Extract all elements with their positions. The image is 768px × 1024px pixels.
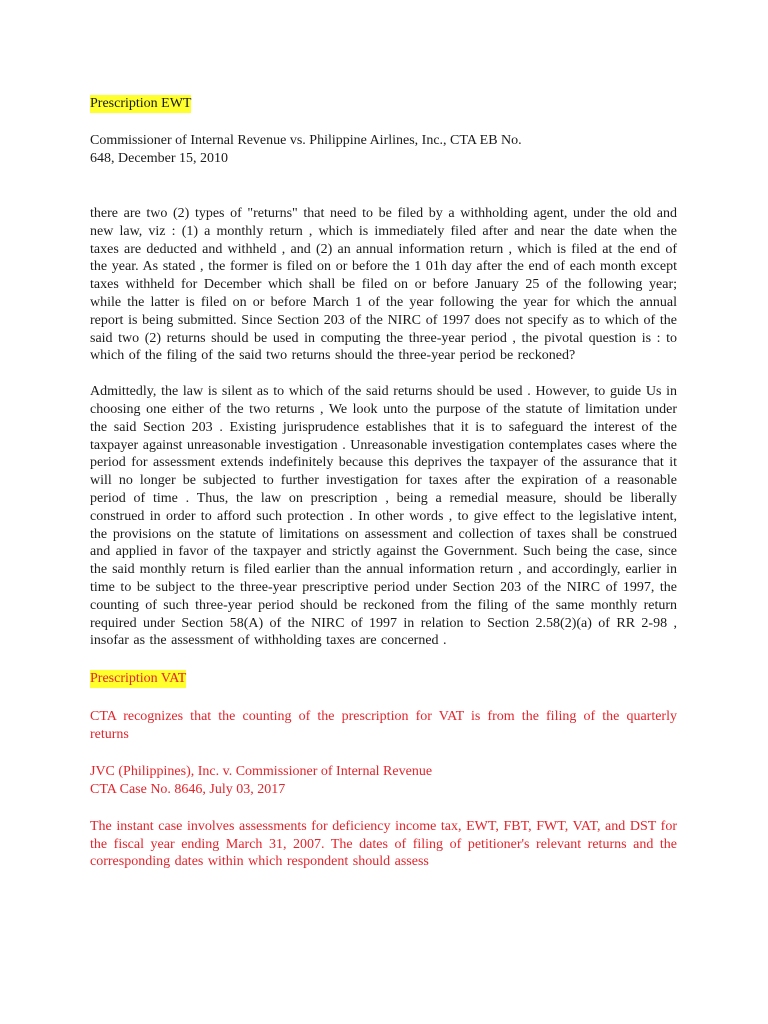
document-page [90,90,677,871]
vat-citation-line2: CTA Case No. 8646, July 03, 2017 [90,781,286,797]
vat-paragraph-instant-case: The instant case involves assessments for deficiency income tax, EWT, FBT, FWT, VAT, and DST for the fiscal year ending March 31, 2007. The dates of filing of petitioner's relevant returns and the corresponding dates within which respondent should assess [90,818,677,870]
vat-note: CTA recognizes that the counting of the prescription for VAT is from the filing of the quarterly returns [90,709,677,742]
ewt-section [90,94,677,113]
case-citation-ewt [90,132,677,168]
ewt-paragraph-returns: there are two (2) types of "returns" that need to be filed by a withholding agent, under the old and new law, viz : (1) a monthly return , which is immediately filed after and near the date when the taxes are deducted and withheld , and (2) an annual information return , which is filed at the end of the year. As stated , the former is filed on or before the 1 01h day after the end of each month except taxes withheld for December which shall be filed on or before January 25 of the following year; while the latter is filed on or before March 1 of the year following the year for which the annual report is being submitted. Since Section 203 of the NIRC of 1997 does not specify as to which of the said two (2) returns should be used in computing the three-year period , the pivotal question is : to which of the filing of the said two returns should the three-year period be reckoned? [90,206,677,364]
heading-prescription-vat: Prescription VAT [90,671,187,687]
vat-section [90,669,677,688]
heading-prescription-ewt: Prescription EWT [90,96,192,111]
case-citation-vat [90,763,677,799]
case-citation-line1: Commissioner of Internal Revenue vs. Philippine Airlines, Inc., CTA EB No. [90,133,522,148]
case-citation-line2: 648, December 15, 2010 [90,151,229,166]
ewt-paragraph-admittedly: Admittedly, the law is silent as to which of the said returns should be used . However, to guide Us in choosing one either of the two returns , We look unto the purpose of the statute of limitation under the said Section 203 . Existing jurisprudence establishes that it is to safeguard the interest of the taxpayer against unreasonable investigation . Unreasonable investigation contemplates cases where the period for assessment extends indefinitely because this deprives the taxpayer of the assurance that it will no longer be subjected to further investigation for taxes after the expiration of a reasonable period of time . Thus, the law on prescription , being a remedial measure, should be liberally construed in order to afford such protection . In other words , to give effect to the legislative intent, the provisions on the statute of limitations on assessment and collection of taxes shall be construed and applied in favor of the taxpayer and strictly against the Government. Such being the case, since the said monthly return is filed earlier than the annual information return , and accordingly, earlier in time to be subject to the three-year prescriptive period under Section 203 of the NIRC of 1997, the counting of such three-year period should be reckoned from the filing of the same monthly return required under Section 58(A) of the NIRC of 1997 in relation to Section 2.58(2)(a) of RR 2-98 , insofar as the assessment of withholding taxes are concerned . [90,384,677,649]
vat-citation-line1: JVC (Philippines), Inc. v. Commissioner of Internal Revenue [90,763,433,779]
